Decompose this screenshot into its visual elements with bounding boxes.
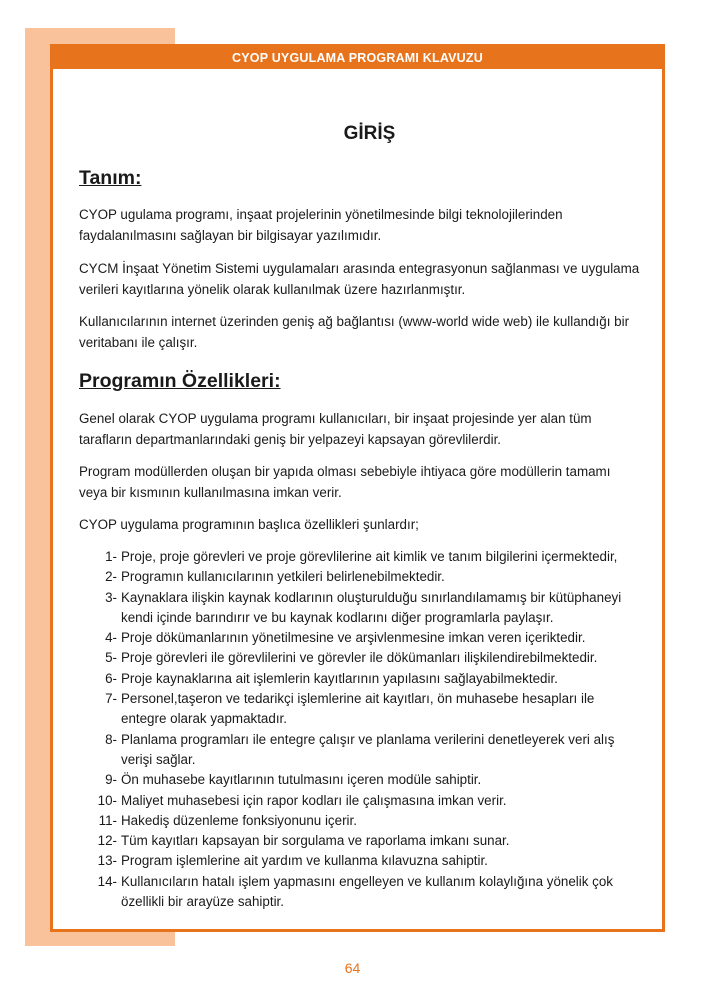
paragraph: CYOP ugulama programı, inşaat projelerinin yönetilmesinde bilgi teknolojilerinden faydalanılmasını sağlayan bir bilgisayar yazılımıdır. <box>79 207 563 243</box>
list-item <box>79 831 640 851</box>
list-item-text: Proje dökümanlarının yönetilmesine ve arşivlenmesine imkan veren içeriktedir. <box>121 630 586 646</box>
page-title: GİRİŞ <box>343 123 396 144</box>
list-item <box>79 770 640 790</box>
list-item-number: 2- <box>105 569 117 585</box>
list-item-number: 7- <box>105 691 117 707</box>
header-bar <box>53 47 662 69</box>
list-item-number: 6- <box>105 670 117 686</box>
paragraph: Genel olarak CYOP uygulama programı kullanıcıları, bir inşaat projesinde yer alan tüm tarafların departmanlarındaki geniş bir yelpazeyi kapsayan görevlilerdir. <box>79 411 592 447</box>
list-item <box>79 791 640 811</box>
list-item-text: Planlama programları ile entegre çalışır ve planlama verilerini denetleyerek veri alış verişi sağlar. <box>121 731 615 767</box>
list-item-number: 12- <box>97 833 117 849</box>
list-item-number: 3- <box>105 589 117 605</box>
list-item <box>79 730 640 771</box>
list-item-number: 13- <box>97 853 117 869</box>
page-frame <box>50 44 665 932</box>
header-title: CYOP UYGULAMA PROGRAMI KLAVUZU <box>232 51 483 65</box>
list-item <box>79 547 640 567</box>
list-item-text: Proje görevleri ile görevlilerini ve görevler ile dökümanları ilişkilendirebilmektedir. <box>121 650 598 666</box>
list-item-number: 9- <box>105 772 117 788</box>
list-item <box>79 648 640 668</box>
list-item-text: Ön muhasebe kayıtlarının tutulmasını içeren modüle sahiptir. <box>121 772 482 788</box>
list-item <box>79 811 640 831</box>
paragraph: Kullanıcılarının internet üzerinden geniş ağ bağlantısı (www-world wide web) ile kullandığı bir veritabanı ile çalışır. <box>79 314 630 350</box>
list-item-text: Program işlemlerine ait yardım ve kullanma kılavuzna sahiptir. <box>121 853 488 869</box>
list-item <box>79 588 640 629</box>
paragraph: CYOP uygulama programının başlıca özellikleri şunlardır; <box>79 517 419 532</box>
list-item-number: 10- <box>97 792 117 808</box>
list-item <box>79 669 640 689</box>
paragraph: CYCM İnşaat Yönetim Sistemi uygulamaları arasında entegrasyonun sağlanması ve uygulama verileri kayıtlarına yönelik olarak kullanılmak üzere hazırlanmıştır. <box>79 261 640 297</box>
list-item-text: Personel,taşeron ve tedarikçi işlemlerine ait kayıtları, ön muhasebe hesapları ile entegre olarak yapmaktadır. <box>121 691 595 727</box>
list-item-text: Programın kullanıcılarının yetkileri belirlenebilmektedir. <box>121 569 445 585</box>
feature-list <box>79 547 640 912</box>
list-item-number: 11- <box>98 812 117 828</box>
list-item <box>79 872 640 913</box>
list-item-text: Hakediş düzenleme fonksiyonunu içerir. <box>121 812 357 828</box>
list-item-text: Kaynaklara ilişkin kaynak kodlarının oluşturulduğu sınırlandılamamış bir kütüphaneyi kendi içinde barındırır ve bu kaynak kodlarını diğer programlarla paylaşır. <box>121 589 622 625</box>
list-item-text: Maliyet muhasebesi için rapor kodları ile çalışmasına imkan verir. <box>121 792 507 808</box>
list-item-text: Proje kaynaklarına ait işlemlerin kayıtlarının yapılasını sağlayabilmektedir. <box>121 670 558 686</box>
section-title-tanim: Tanım: <box>79 167 142 189</box>
list-item-number: 5- <box>105 650 117 666</box>
paragraph: Program modüllerden oluşan bir yapıda olması sebebiyle ihtiyaca göre modüllerin tamamı veya bir kısmının kullanılmasına imkan verir. <box>79 464 611 500</box>
list-item-number: 1- <box>105 549 117 564</box>
list-item <box>79 567 640 587</box>
list-item-text: Tüm kayıtları kapsayan bir sorgulama ve raporlama imkanı sunar. <box>121 833 510 849</box>
page-number: 64 <box>344 960 361 976</box>
section-title-ozellikler: Programın Özellikleri: <box>79 370 281 392</box>
list-item-number: 4- <box>105 630 117 646</box>
list-item <box>79 689 640 730</box>
list-item-number: 8- <box>105 731 117 747</box>
list-item <box>79 628 640 648</box>
list-item-text: Kullanıcıların hatalı işlem yapmasını engelleyen ve kullanım kolaylığına yönelik çok özellikli bir arayüze sahiptir. <box>121 873 613 910</box>
list-item-text: Proje, proje görevleri ve proje görevlilerine ait kimlik ve tanım bilgilerini içermektedir, <box>121 549 618 564</box>
list-item-number: 14- <box>97 873 117 889</box>
list-item <box>79 851 640 871</box>
